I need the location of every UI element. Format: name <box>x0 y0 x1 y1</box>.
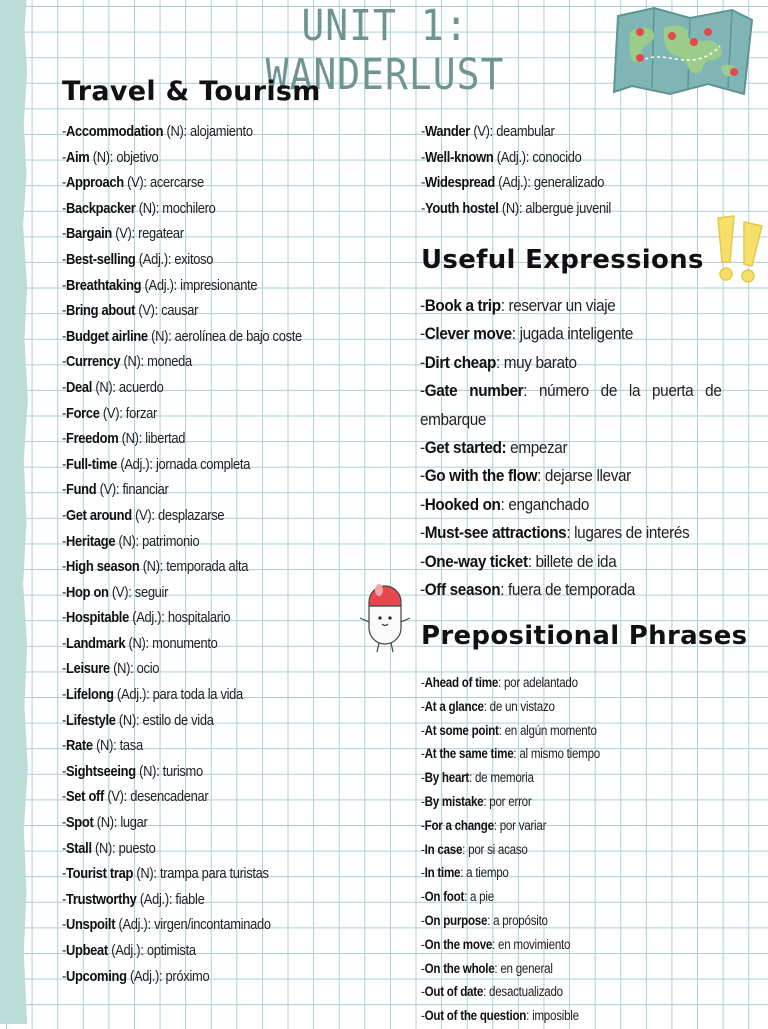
translation: acercarse <box>149 174 204 192</box>
term: On the whole <box>424 960 495 976</box>
part-of-speech: (N) <box>96 814 114 832</box>
translation: trampa para turistas <box>159 865 269 883</box>
vocabulary-item: -Widespread (Adj.): generalizado <box>421 174 605 192</box>
vocabulary-item: -Upcoming (Adj.): próximo <box>62 967 210 985</box>
translation: moneda <box>147 353 192 371</box>
term: On the move <box>424 936 493 952</box>
translation: mochilero <box>162 199 216 217</box>
term: Must-see attractions <box>424 523 567 543</box>
translation: monumento <box>152 634 218 652</box>
translation: aerolínea de bajo coste <box>174 327 302 345</box>
translation: por adelantado <box>503 675 578 690</box>
prepositional-phrase-item: -On the whole: en general <box>421 960 553 976</box>
expression-item: -Clever move: jugada inteligente <box>420 324 634 344</box>
part-of-speech: (N) <box>501 199 519 217</box>
vocabulary-item: -Best-selling (Adj.): exitoso <box>62 250 214 268</box>
part-of-speech: (V) <box>127 174 144 192</box>
vocabulary-item: -Hospitable (Adj.): hospitalario <box>62 609 231 627</box>
translation: jornada completa <box>155 455 251 473</box>
part-of-speech: (N) <box>96 737 114 755</box>
part-of-speech: (V) <box>102 404 120 422</box>
term: Dirt cheap <box>424 352 496 372</box>
term: Tourist trap <box>66 865 134 883</box>
prepositional-phrases-list <box>421 672 629 1029</box>
term: Stall <box>66 839 92 857</box>
part-of-speech: (N) <box>123 353 141 371</box>
part-of-speech: (N) <box>139 762 157 780</box>
part-of-speech: (V) <box>115 225 132 243</box>
term: At the same time <box>424 746 514 762</box>
part-of-speech: (Adj.) <box>129 967 159 985</box>
expression-item: -Hooked on: enganchado <box>420 494 589 514</box>
part-of-speech: (N) <box>118 711 136 729</box>
part-of-speech: (N) <box>151 327 169 345</box>
term: Get around <box>66 506 132 524</box>
translation: lugar <box>120 814 148 832</box>
part-of-speech: (V) <box>473 123 490 140</box>
term: On foot <box>424 889 465 905</box>
vocabulary-item: -Stall (N): puesto <box>62 839 156 857</box>
term: Get started: <box>424 438 507 458</box>
part-of-speech: (N) <box>118 532 136 550</box>
travel-tourism-heading: Travel & Tourism <box>62 76 321 107</box>
translation: acuerdo <box>118 378 164 396</box>
term: Ahead of time <box>424 675 499 690</box>
term: At a glance <box>424 698 484 714</box>
useful-expressions-heading: Useful Expressions <box>421 245 704 275</box>
translation: financiar <box>122 481 169 499</box>
part-of-speech: (N) <box>95 839 113 857</box>
translation: optimista <box>146 942 196 959</box>
prepositional-phrase-item: -By heart: de memoria <box>421 770 534 786</box>
term: Trustworthy <box>66 890 137 908</box>
prepositional-phrases-heading: Prepositional Phrases <box>421 621 748 651</box>
vocabulary-item: -Rate (N): tasa <box>62 737 143 755</box>
torn-paper-edge <box>0 0 34 1024</box>
part-of-speech: (Adj.) <box>496 148 526 166</box>
translation: de memoria <box>474 770 534 786</box>
translation: muy barato <box>503 352 577 372</box>
prepositional-phrase-item: -By mistake: por error <box>421 793 532 809</box>
translation: en algún momento <box>504 722 597 738</box>
vocabulary-item: -Spot (N): lugar <box>62 814 148 832</box>
translation: de un vistazo <box>489 698 555 714</box>
expression-item: -Must-see attractions: lugares de interés <box>420 523 690 543</box>
part-of-speech: (Adj.) <box>132 609 162 627</box>
expression-item: -Get started: empezar <box>420 438 568 458</box>
term: High season <box>66 558 140 576</box>
pill-character-icon <box>357 572 413 654</box>
term: In time <box>424 865 461 881</box>
term: By heart <box>424 770 470 786</box>
term: Unspoilt <box>66 916 116 934</box>
term: By mistake <box>424 793 484 809</box>
term: Widespread <box>425 174 496 192</box>
vocabulary-item: -Breathtaking (Adj.): impresionante <box>62 276 258 294</box>
translation: a propósito <box>493 912 548 928</box>
translation: libertad <box>145 430 186 448</box>
term: Heritage <box>66 532 116 550</box>
term: Breathtaking <box>66 276 142 294</box>
prepositional-phrase-item: -Ahead of time: por adelantado <box>421 675 578 690</box>
term: Spot <box>66 814 94 832</box>
part-of-speech: (Adj.) <box>118 916 148 934</box>
term: Hooked on <box>424 494 501 514</box>
vocabulary-item: -Well-known (Adj.): conocido <box>421 148 582 166</box>
translation: desencadenar <box>130 788 209 806</box>
part-of-speech: (Adj.) <box>111 942 141 959</box>
vocabulary-item: -Get around (V): desplazarse <box>62 506 225 524</box>
translation: próximo <box>165 967 210 985</box>
term: Leisure <box>66 660 110 678</box>
vocabulary-item: -Bring about (V): causar <box>62 302 199 320</box>
term: Youth hostel <box>425 199 499 217</box>
vocabulary-item: -Accommodation (N): alojamiento <box>62 123 253 140</box>
part-of-speech: (V) <box>138 302 155 320</box>
vocabulary-item: -Approach (V): acercarse <box>62 174 204 192</box>
term: Well-known <box>425 148 494 166</box>
translation: al mismo tiempo <box>519 746 600 762</box>
translation: fuera de temporada <box>508 580 636 600</box>
vocabulary-item: -Tourist trap (N): trampa para turistas <box>62 865 269 883</box>
term: Deal <box>66 378 93 396</box>
prepositional-phrase-item: -At the same time: al mismo tiempo <box>421 746 600 762</box>
expression-item: -One-way ticket: billete de ida <box>420 551 617 571</box>
term: Currency <box>66 353 121 371</box>
translation: deambular <box>496 123 555 140</box>
part-of-speech: (N) <box>138 199 156 217</box>
world-map-icon <box>612 6 757 96</box>
term: Hospitable <box>66 609 129 627</box>
term: Lifestyle <box>66 711 116 729</box>
translation: dejarse llevar <box>544 466 631 486</box>
term: In case <box>424 841 463 857</box>
page-title: UNIT 1: WANDERLUST <box>265 0 505 100</box>
translation: para toda la vida <box>152 686 243 704</box>
part-of-speech: (N) <box>113 660 131 678</box>
vocabulary-item: -Fund (V): financiar <box>62 481 169 499</box>
term: Accommodation <box>66 123 164 140</box>
term: Full-time <box>66 455 118 473</box>
translation: exitoso <box>174 250 214 268</box>
part-of-speech: (N) <box>128 634 146 652</box>
translation: a tiempo <box>466 865 509 881</box>
term: Freedom <box>66 430 119 448</box>
translation: en movimiento <box>498 936 571 952</box>
part-of-speech: (Adj.) <box>120 455 150 473</box>
expression-item: -Book a trip: reservar un viaje <box>420 296 616 315</box>
prepositional-phrase-item: -At a glance: de un vistazo <box>421 698 555 714</box>
term: Bring about <box>66 302 136 320</box>
term: Hop on <box>66 583 109 601</box>
translation: ocio <box>136 660 160 678</box>
part-of-speech: (N) <box>166 123 184 140</box>
vocabulary-item: -Unspoilt (Adj.): virgen/incontaminado <box>62 916 271 934</box>
vocabulary-item: -Set off (V): desencadenar <box>62 788 209 806</box>
part-of-speech: (Adj.) <box>139 890 169 908</box>
translation: empezar <box>510 438 568 458</box>
translation: turismo <box>162 762 203 780</box>
part-of-speech: (V) <box>107 788 124 806</box>
part-of-speech: (V) <box>99 481 116 499</box>
vocabulary-item: -Lifelong (Adj.): para toda la vida <box>62 686 243 704</box>
prepositional-phrase-item: -On foot: a pie <box>421 889 494 905</box>
exclamation-icon <box>712 214 766 284</box>
term: Upcoming <box>66 967 127 985</box>
vocabulary-item: -Full-time (Adj.): jornada completa <box>62 455 251 473</box>
translation: temporada alta <box>166 558 249 576</box>
vocabulary-item: -Aim (N): objetivo <box>62 148 159 166</box>
vocabulary-item: -Heritage (N): patrimonio <box>62 532 200 550</box>
vocabulary-list-right <box>421 121 642 223</box>
expression-item: -Gate number: número de la puerta de embarque <box>420 381 722 429</box>
translation: forzar <box>125 404 157 422</box>
expression-item: -Go with the flow: dejarse llevar <box>420 466 631 486</box>
part-of-speech: (N) <box>121 430 139 448</box>
term: One-way ticket <box>424 551 528 571</box>
translation: desactualizado <box>488 984 563 1000</box>
vocabulary-item: -Budget airline (N): aerolínea de bajo coste <box>62 327 302 345</box>
vocabulary-list-left <box>62 121 341 991</box>
translation: jugada inteligente <box>519 324 634 344</box>
term: Gate number <box>424 381 524 401</box>
term: Clever move <box>424 324 512 344</box>
vocabulary-item: -Wander (V): deambular <box>421 123 555 140</box>
vocabulary-item: -Backpacker (N): mochilero <box>62 199 216 217</box>
part-of-speech: (V) <box>135 506 152 524</box>
expression-item: -Off season: fuera de temporada <box>420 580 636 600</box>
part-of-speech: (N) <box>92 148 110 166</box>
translation: alojamiento <box>190 123 253 140</box>
prepositional-phrase-item: -In time: a tiempo <box>421 865 509 881</box>
translation: causar <box>161 302 199 320</box>
prepositional-phrase-item: -Out of date: desactualizado <box>421 984 563 1000</box>
translation: generalizado <box>533 174 605 192</box>
translation: patrimonio <box>142 532 200 550</box>
translation: albergue juvenil <box>525 199 611 217</box>
translation: seguir <box>134 583 169 601</box>
part-of-speech: (Adj.) <box>498 174 528 192</box>
translation: por si acaso <box>468 841 528 857</box>
translation: billete de ida <box>535 551 617 571</box>
vocabulary-item: -Force (V): forzar <box>62 404 157 422</box>
term: Out of date <box>424 984 484 1000</box>
translation: hospitalario <box>167 609 231 627</box>
term: Wander <box>425 123 471 140</box>
translation: regatear <box>138 225 184 243</box>
term: Force <box>66 404 100 422</box>
prepositional-phrase-item: -On purpose: a propósito <box>421 912 548 928</box>
translation: fiable <box>175 890 205 908</box>
term: Upbeat <box>66 942 108 959</box>
term: Bargain <box>66 225 112 243</box>
term: Landmark <box>66 634 126 652</box>
vocabulary-item: -Bargain (V): regatear <box>62 225 184 243</box>
term: Best-selling <box>66 250 136 268</box>
translation: conocido <box>532 148 582 166</box>
term: Sightseeing <box>66 762 136 780</box>
translation: puesto <box>118 839 156 857</box>
translation: enganchado <box>508 494 589 514</box>
translation: virgen/incontaminado <box>154 916 271 934</box>
translation: número de la puerta de embarque <box>420 381 722 429</box>
term: Fund <box>66 481 97 499</box>
expression-item: -Dirt cheap: muy barato <box>420 352 577 372</box>
part-of-speech: (N) <box>142 558 160 576</box>
vocabulary-item: -Youth hostel (N): albergue juvenil <box>421 199 611 217</box>
translation: en general <box>500 960 553 976</box>
translation: estilo de vida <box>142 711 214 729</box>
part-of-speech: (N) <box>95 378 113 396</box>
prepositional-phrase-item: -Out of the question: imposible <box>421 1008 579 1024</box>
term: Budget airline <box>66 327 148 345</box>
translation: impresionante <box>180 276 258 294</box>
vocabulary-item: -Deal (N): acuerdo <box>62 378 164 396</box>
term: For a change <box>424 817 494 833</box>
term: Approach <box>66 174 124 192</box>
vocabulary-item: -Currency (N): moneda <box>62 353 192 371</box>
prepositional-phrase-item: -For a change: por variar <box>421 817 547 833</box>
vocabulary-item: -Sightseeing (N): turismo <box>62 762 203 780</box>
vocabulary-item: -Lifestyle (N): estilo de vida <box>62 711 214 729</box>
translation: tasa <box>119 737 143 755</box>
term: On purpose <box>424 912 488 928</box>
translation: por variar <box>499 817 547 833</box>
part-of-speech: (Adj.) <box>138 250 168 268</box>
translation: reservar un viaje <box>508 296 616 315</box>
prepositional-phrase-item: -On the move: en movimiento <box>421 936 571 952</box>
part-of-speech: (V) <box>111 583 129 601</box>
term: Off season <box>424 580 501 600</box>
part-of-speech: (Adj.) <box>144 276 174 294</box>
term: Book a trip <box>424 296 501 315</box>
prepositional-phrase-item: -At some point: en algún momento <box>421 722 597 738</box>
vocabulary-item: -Upbeat (Adj.): optimista <box>62 942 196 959</box>
translation: lugares de interés <box>574 523 690 543</box>
translation: por error <box>489 793 532 809</box>
vocabulary-item: -Trustworthy (Adj.): fiable <box>62 890 205 908</box>
term: Backpacker <box>66 199 136 217</box>
term: Rate <box>66 737 93 755</box>
translation: desplazarse <box>157 506 225 524</box>
part-of-speech: (N) <box>136 865 154 883</box>
term: Go with the flow <box>424 466 538 486</box>
term: Aim <box>66 148 90 166</box>
translation: imposible <box>532 1008 579 1024</box>
vocabulary-item: -Freedom (N): libertad <box>62 430 186 448</box>
prepositional-phrase-item: -In case: por si acaso <box>421 841 528 857</box>
translation: a pie <box>470 889 494 905</box>
term: Lifelong <box>66 686 114 704</box>
vocabulary-item: -Leisure (N): ocio <box>62 660 160 678</box>
term: Out of the question <box>424 1008 527 1024</box>
vocabulary-item: -High season (N): temporada alta <box>62 558 249 576</box>
vocabulary-item: -Landmark (N): monumento <box>62 634 218 652</box>
useful-expressions-list <box>420 292 722 604</box>
vocabulary-item: -Hop on (V): seguir <box>62 583 169 601</box>
part-of-speech: (Adj.) <box>117 686 147 704</box>
term: Set off <box>66 788 105 806</box>
term: At some point <box>424 722 499 738</box>
translation: objetivo <box>116 148 159 166</box>
